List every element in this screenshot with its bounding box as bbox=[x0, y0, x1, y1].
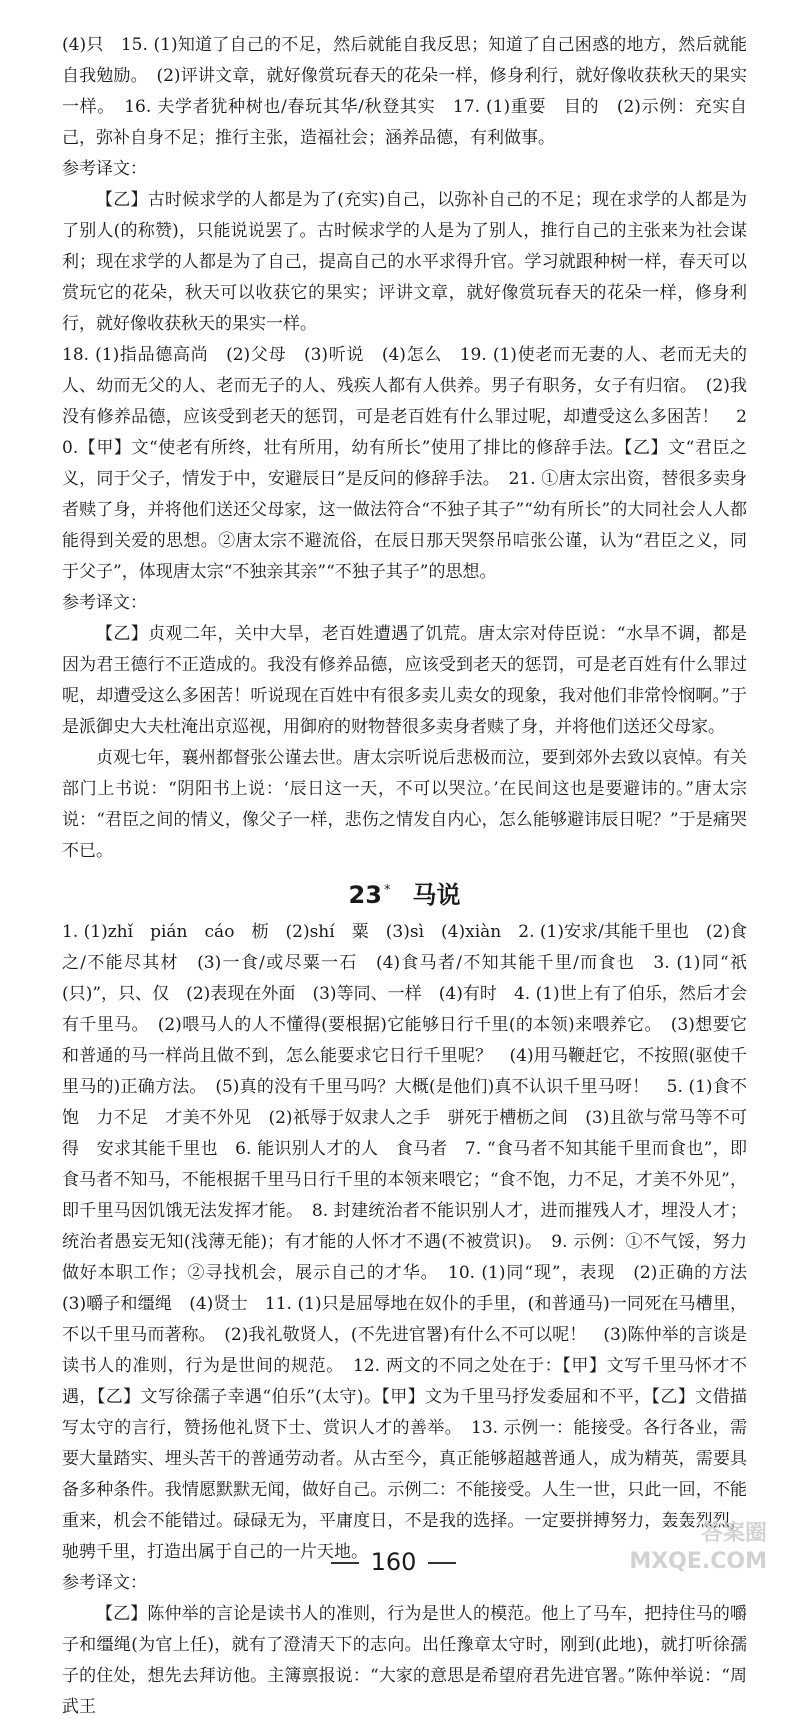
translation-label: 参考译文： bbox=[62, 593, 147, 613]
answer-page bbox=[62, 30, 764, 1723]
translation-label: 参考译文： bbox=[62, 159, 147, 179]
watermark: 答案圈 MXQE.COM bbox=[629, 1521, 767, 1574]
translation-paragraph: 【乙】古时候求学的人都是为了(充实)自己，以弥补自己的不足；现在求学的人都是为了别人(的称赞)，只能说说罢了。古时候求学的人是为了别人，推行自己的主张来为社会谋利；现在求学的人都是为了自己，提高自己的水平求得升官。学习就跟种树一样，春天可以赏玩它的花朵，秋天可以收获它的果实；评讲文章，就好像赏玩春天的花朵一样，修身利行，就好像收获秋天的果实一样。 bbox=[62, 190, 747, 334]
section-title-text: 马说 bbox=[412, 881, 461, 909]
answers-1-13: 1. (1)zhǐ pián cáo 枥 (2)shí 粟 (3)sì (4)xiàn 2. (1)安求/其能千里也 (2)食之/不能尽其材 (3)一食/或尽粟一石 (4)食马者/不知其能千里/而食也 3. (1)同“祇(只)”，只、仅 (2)表现在外面 (3)等同、一样 (4)有时 4. (1)世上有了伯乐，然后才会有千里马。 (2)喂马人的人不懂得(要根据)它能够日行千里(的本领)来喂养它。 (3)想要它和普通的马一样尚且做不到，怎么能要求它日行千里呢？ (4)用马鞭赶它，不按照(驱使千里马的)正确方法。 (5)真的没有千里马吗？大概(是他们)真不认识千里马呀！ 5. (1)食不饱 力不足 才美不外见 (2)祇辱于奴隶人之手 骈死于槽枥之间 (3)且欲与常马等不可得 安求其能千里也 6. 能识别人才的人 食马者 7. “食马者不知其能千里而食也”，即食马者不知马，不能根据千里马日行千里的本领来喂它；“食不饱，力不足，才美不外见”，即千里马因饥饿无法发挥才能。 8. 封建统治者不能识别人才，进而摧残人才，埋没人才；统治者愚妄无知(浅薄无能)；有才能的人怀才不遇(不被赏识)。 9. 示例：①不气馁，努力做好本职工作；②寻找机会，展示自己的才华。 10. (1)同“现”，表现 (2)正确的方法 (3)嚼子和缰绳 (4)贤士 11. (1)只是屈辱地在奴仆的手里，(和普通马)一同死在马槽里，不以千里马而著称。 (2)我礼敬贤人，(不先进官署)有什么不可以呢！ (3)陈仲举的言谈是读书人的准则，行为是世间的规范。 12. 两文的不同之处在于：【甲】文写千里马怀才不遇，【乙】文写徐孺子幸遇“伯乐”(太守)。【甲】文为千里马抒发委屈和不平，【乙】文借描写太守的言行，赞扬他礼贤下士、赏识人才的善举。 13. 示例一：能接受。各行各业，需要大量踏实、埋头苦干的普通劳动者。从古至今，真正能够超越普通人，成为精英，需要具备多种条件。我情愿默默无闻，做好自己。示例二：不能接受。人生一世，只此一回，不能重来，机会不能错过。碌碌无为，平庸度日，不是我的选择。一定要拼搏努力，轰轰烈烈，驰骋千里，打造出属于自己的一片天地。 bbox=[62, 922, 764, 1562]
answers-18-21: 18. (1)指品德高尚 (2)父母 (3)听说 (4)怎么 19. (1)使老而无妻的人、老而无夫的人、幼而无父的人、老而无子的人、残疾人都有人供养。男子有职务，女子有归宿。 (2)我没有修养品德，应该受到老天的惩罚，可是老百姓有什么罪过呢，却遭受这么多困苦！ 20.【甲】文“使老有所终，壮有所用，幼有所长”使用了排比的修辞手法。【乙】文“君臣之义，同于父子，情发于中，安避辰日”是反问的修辞手法。 21. ①唐太宗出资，替很多卖身者赎了身，并将他们送还父母家，这一做法符合“不独子其子”“幼有所长”的大同社会人人都能得到关爱的思想。②唐太宗不避流俗，在辰日那天哭祭吊唁张公谨，认为“君臣之义，同于父子”，体现唐太宗“不独亲其亲”“不独子其子”的思想。 bbox=[62, 345, 747, 582]
section-number: 23 * bbox=[348, 881, 391, 909]
translation-paragraph: 【乙】陈仲举的言论是读书人的准则，行为是世人的模范。他上了马车，把持住马的嚼子和缰绳(为官上任)，就有了澄清天下的志向。出任豫章太守时，刚到(此地)，就打听徐孺子的住处，想先去拜访他。主簿禀报说：“大家的意思是希望府君先进官署。”陈仲举说：“周武王 bbox=[62, 1604, 747, 1717]
section-heading bbox=[62, 873, 747, 913]
answers-15-17: (4)只 15. (1)知道了自己的不足，然后就能自我反思；知道了自己困惑的地方，然后就能自我勉励。 (2)评讲文章，就好像赏玩春天的花朵一样，修身利行，就好像收获秋天的果实一样。 16. 夫学者犹种树也/春玩其华/秋登其实 17. (1)重要 目的 (2)示例：充实自己，弥补自身不足；推行主张，造福社会；涵养品德，有利做事。 bbox=[62, 35, 747, 148]
page-number-text: 160 bbox=[370, 1548, 417, 1576]
translation-paragraph: 贞观七年，襄州都督张公谨去世。唐太宗听说后悲极而泣，要到郊外去致以哀悼。有关部门上书说：“阴阳书上说：‘辰日这一天，不可以哭泣。’在民间这也是要避讳的。”唐太宗说：“君臣之间的情义，像父子一样，悲伤之情发自内心，怎么能够避讳辰日呢？”于是痛哭不已。 bbox=[62, 748, 747, 861]
dash-right bbox=[428, 1562, 456, 1564]
translation-paragraph: 【乙】贞观二年，关中大旱，老百姓遭遇了饥荒。唐太宗对侍臣说：“水旱不调，都是因为君王德行不正造成的。我没有修养品德，应该受到老天的惩罚，可是老百姓有什么罪过呢，却遭受这么多困苦！听说现在百姓中有很多卖儿卖女的现象，我对他们非常怜悯啊。”于是派御史大夫杜淹出京巡视，用御府的财物替很多卖身者赎了身，并将他们送还父母家。 bbox=[62, 624, 747, 737]
dash-left bbox=[331, 1562, 359, 1564]
star-mark: * bbox=[383, 883, 391, 898]
translation-label: 参考译文： bbox=[62, 1573, 147, 1593]
